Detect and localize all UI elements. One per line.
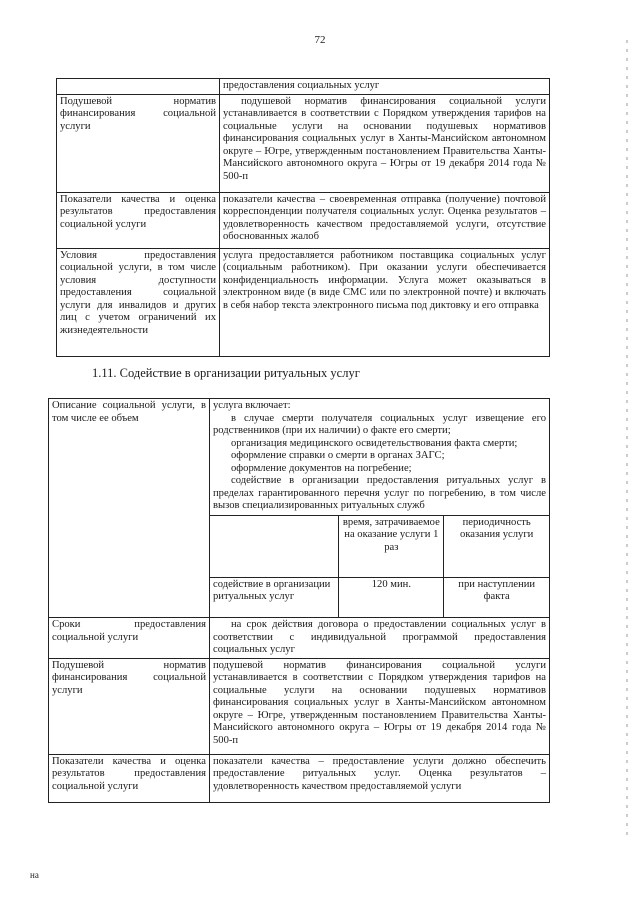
row-label: Подушевой норматив финансирования социальной услуги bbox=[49, 658, 210, 754]
scan-edge-artifact bbox=[626, 40, 628, 840]
inner-header-row bbox=[210, 515, 549, 577]
table-row bbox=[57, 248, 550, 356]
table-row bbox=[49, 658, 550, 754]
row-content: показатели качества – предоставление услуги должно обеспечить предоставление ритуальных услуг. Оценка результатов – удовлетворенность качеством предоставляемой услуги bbox=[210, 754, 550, 802]
inner-time-table bbox=[210, 515, 549, 618]
inner-header: периодичность оказания услуги bbox=[444, 515, 549, 577]
row-label: Условия предоставления социальной услуги, в том числе условия доступности предоставления социальной услуги для инвалидов и других лиц с учетом ограничений их жизнедеятельности bbox=[57, 248, 220, 356]
row-content: предоставления социальных услуг bbox=[220, 79, 550, 95]
table-row bbox=[57, 192, 550, 248]
inner-header: время, затрачиваемое на оказание услуги 1 раз bbox=[339, 515, 444, 577]
table-row bbox=[49, 399, 550, 618]
row-content: на срок действия договора о предоставлении социальных услуг в соответствии с индивидуальной программой предоставления социальных услуг bbox=[210, 618, 550, 659]
description-item: оформление справки о смерти в органах ЗАГС; bbox=[231, 450, 445, 461]
description-item: содействие в организации предоставления ритуальных услуг в пределах гарантированного перечня услуг по погребению, в том числе вызов специализированных ритуальных служб bbox=[213, 475, 546, 511]
row-label: Показатели качества и оценка результатов предоставления социальной услуги bbox=[49, 754, 210, 802]
inner-cell: при наступлении факта bbox=[444, 577, 549, 617]
row-label: Показатели качества и оценка результатов предоставления социальной услуги bbox=[57, 192, 220, 248]
row-content: подушевой норматив финансирования социальной услуги устанавливается в соответствии с Порядком утверждения тарифов на социальные услуги на основании подушевых нормативов финансирования социальных услуг в Ханты-Мансийском автономном округе – Югре, утвержденным постановлением Правительства Ханты-Мансийского автономного округа – Югры от 19 декабря 2014 года № 500-п bbox=[220, 94, 550, 192]
row-content bbox=[210, 399, 550, 618]
ritual-services-table bbox=[48, 398, 550, 803]
description-item: в случае смерти получателя социальных услуг извещение его родственников (при их наличии) о факте его смерти; bbox=[213, 412, 546, 436]
table-row bbox=[49, 754, 550, 802]
table-row bbox=[57, 94, 550, 192]
row-content: показатели качества – своевременная отправка (получение) почтовой корреспонденции получателя социальных услуг. Оценка результатов – удовлетворенность качеством предоставляемой услуги, отсутствие обоснованных жалоб bbox=[220, 192, 550, 248]
table-row bbox=[57, 79, 550, 95]
inner-cell: 120 мин. bbox=[339, 577, 444, 617]
row-content: услуга предоставляется работником поставщика социальных услуг (социальным работником). При оказании услуги обеспечивается конфиденциальность информации. Услуга может оказываться в электронном виде (в виде СМС или по электронной почте) и включать в себя набор текста электронного письма под диктовку и его отправка bbox=[220, 248, 550, 356]
description-item: организация медицинского освидетельствования факта смерти; bbox=[231, 437, 518, 449]
footer-mark: на bbox=[30, 870, 39, 880]
empty-cell bbox=[57, 79, 220, 95]
row-label: Сроки предоставления социальной услуги bbox=[49, 618, 210, 659]
services-table-continued bbox=[56, 78, 550, 357]
row-label: Описание социальной услуги, в том числе ее объем bbox=[49, 399, 210, 618]
table-row bbox=[49, 618, 550, 659]
description-intro: услуга включает: bbox=[213, 400, 291, 411]
description-item: оформление документов на погребение; bbox=[231, 462, 412, 474]
section-heading: 1.11. Содействие в организации ритуальных услуг bbox=[92, 366, 360, 380]
inner-header bbox=[210, 515, 339, 577]
row-label: Подушевой норматив финансирования социальной услуги bbox=[57, 94, 220, 192]
row-content: подушевой норматив финансирования социальной услуги устанавливается в соответствии с Порядком утверждения тарифов на социальные услуги на основании подушевых нормативов финансирования социальных услуг в Ханты-Мансийском автономном округе – Югре, утвержденным постановлением Правительства Ханты-Мансийского автономного округа – Югры от 19 декабря 2014 года № 500-п bbox=[210, 658, 550, 754]
inner-cell: содействие в организации ритуальных услуг bbox=[210, 577, 339, 617]
inner-data-row bbox=[210, 577, 549, 617]
page-number: 72 bbox=[314, 34, 326, 46]
